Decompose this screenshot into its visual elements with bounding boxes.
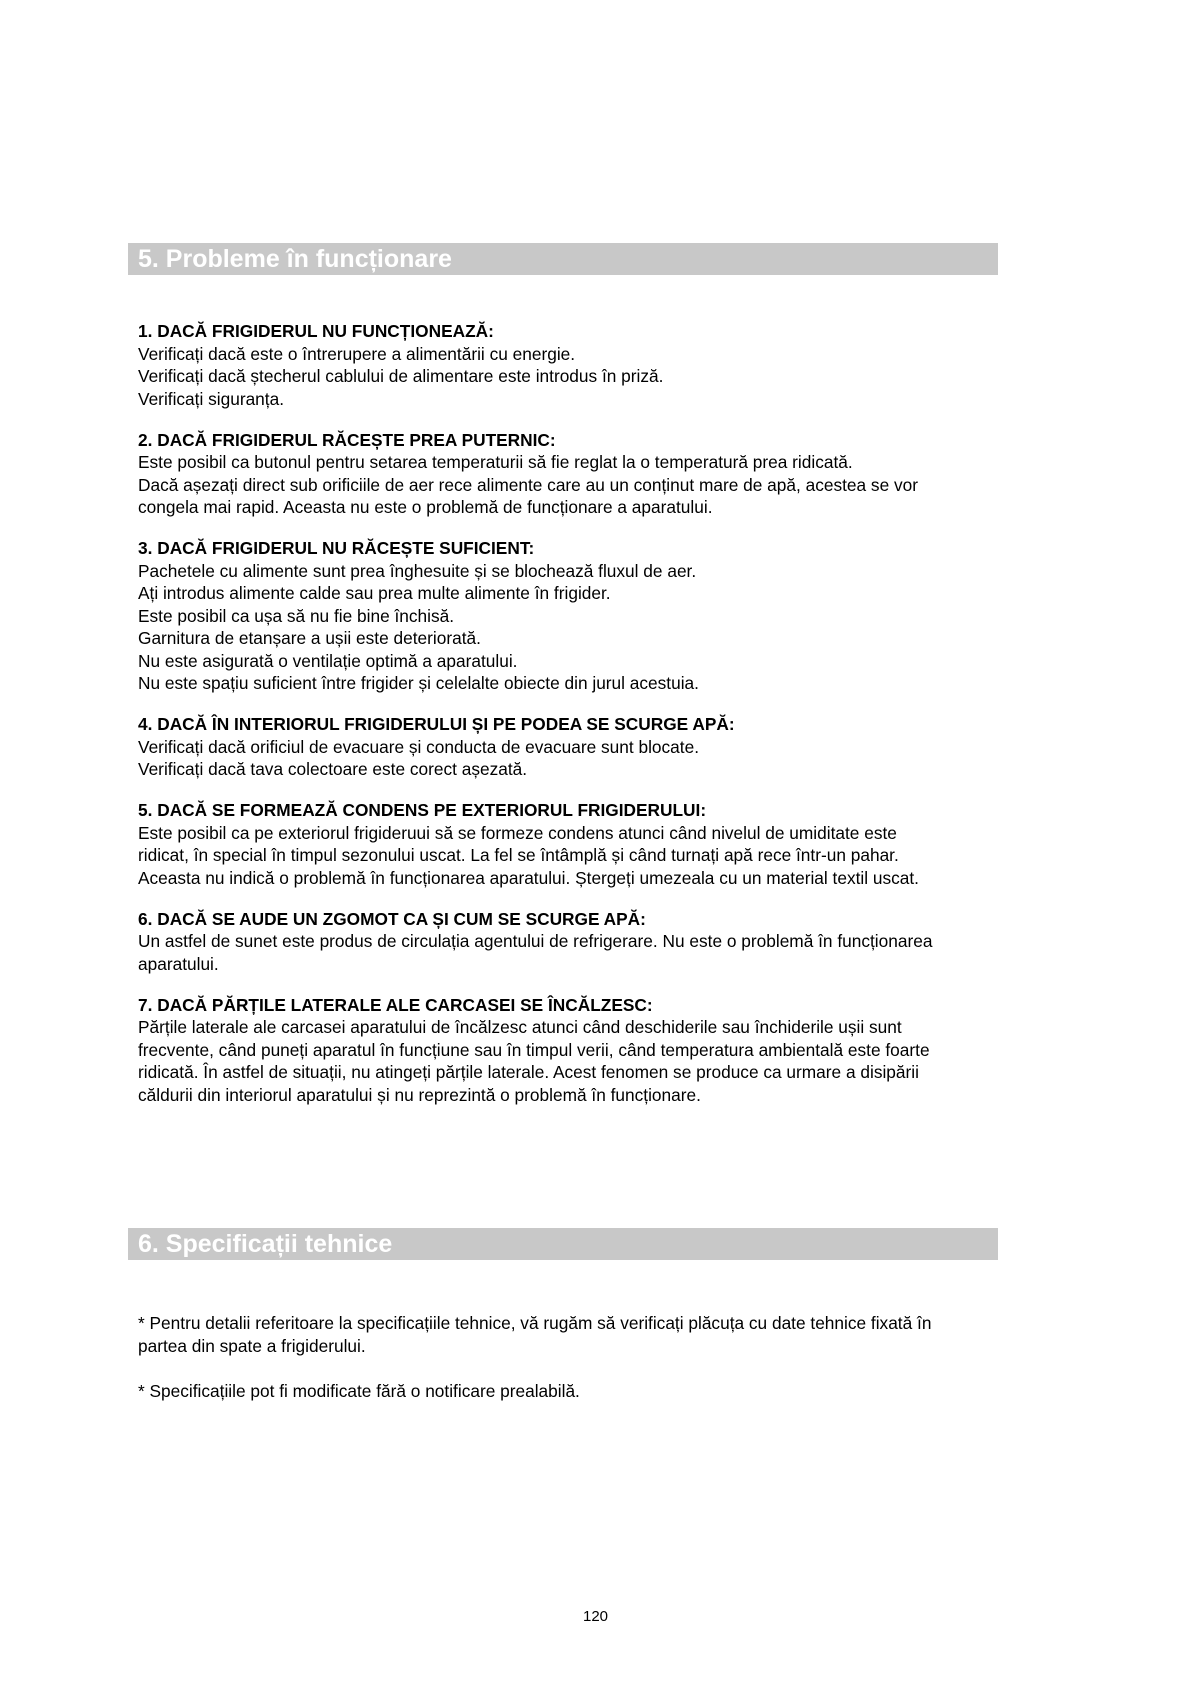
problem-text-line: Verificați dacă orificiul de evacuare și conducta de evacuare sunt blocate. (138, 736, 700, 757)
spec-note-line: * Pentru detalii referitoare la specificațiile tehnice, vă rugăm să verificați plăcuța cu date tehnice fixată în (138, 1313, 932, 1333)
problem-text-line: Verificați dacă tava colectoare este corect așezată. (138, 759, 528, 779)
spec-note-line: partea din spate a frigiderului. (138, 1335, 366, 1356)
section-6-title: 6. Specificații tehnice (138, 1230, 393, 1258)
problem-text-line: ridicat, în special în timpul sezonului uscat. La fel se întâmplă și când turnați apă rece într-un pahar. (138, 845, 899, 865)
problem-text-line: Verificați dacă ștecherul cablului de alimentare este introdus în priză. (138, 366, 664, 386)
problem-text-line: căldurii din interiorul aparatului și nu reprezintă o problemă în funcționare. (138, 1084, 701, 1105)
spec-note (138, 1380, 1058, 1403)
spec-note-line: * Specificațiile pot fi modificate fără o notificare prealabilă. (138, 1380, 580, 1401)
problem-heading: 2. DACĂ FRIGIDERUL RĂCEȘTE PREA PUTERNIC: (138, 429, 556, 450)
problem-text-line: Nu este spațiu suficient între frigider și celelalte obiecte din jurul acestuia. (138, 673, 699, 693)
problem-heading: 6. DACĂ SE AUDE UN ZGOMOT CA ȘI CUM SE SCURGE APĂ: (138, 908, 646, 929)
page-number: 120 (582, 1608, 609, 1625)
section-6-header (128, 1228, 998, 1260)
problem-text-line: Este posibil ca butonul pentru setarea temperaturii să fie reglat la o temperatură prea ridicată. (138, 452, 853, 472)
problem-text-line: Este posibil ca ușa să nu fie bine închisă. (138, 605, 455, 626)
problem-text-line: Un astfel de sunet este produs de circulația agentului de refrigerare. Nu este o problemă în funcționarea (138, 931, 933, 951)
problem-text-line: Este posibil ca pe exteriorul frigideruui să se formeze condens atunci când nivelul de umiditate este (138, 822, 897, 843)
problem-text-line: Pachetele cu alimente sunt prea înghesuite și se blochează fluxul de aer. (138, 560, 697, 581)
problem-text-line: Părțile laterale ale carcasei aparatului de încălzesc atunci când deschiderile sau închiderile ușii sunt (138, 1017, 902, 1037)
problem-text-line: Verificați dacă este o întrerupere a alimentării cu energie. (138, 343, 576, 364)
problem-item (138, 320, 1058, 410)
problem-text-line: aparatului. (138, 953, 219, 974)
problem-item (138, 908, 1058, 976)
problem-heading: 1. DACĂ FRIGIDERUL NU FUNCȚIONEAZĂ: (138, 321, 494, 341)
problem-text-line: Garnitura de etanșare a ușii este deteriorată. (138, 628, 481, 648)
problem-heading: 3. DACĂ FRIGIDERUL NU RĂCEȘTE SUFICIENT: (138, 538, 535, 558)
troubleshooting-list (138, 320, 1058, 1125)
specifications-notes (138, 1312, 1058, 1425)
problem-item (138, 713, 1058, 781)
problem-item (138, 799, 1058, 889)
problem-heading: 5. DACĂ SE FORMEAZĂ CONDENS PE EXTERIORUL FRIGIDERULUI: (138, 800, 707, 820)
problem-text-line: Aceasta nu indică o problemă în funcționarea aparatului. Ștergeți umezeala cu un material textil uscat. (138, 867, 919, 888)
problem-heading: 7. DACĂ PĂRȚILE LATERALE ALE CARCASEI SE ÎNCĂLZESC: (138, 994, 653, 1015)
problem-text-line: frecvente, când puneți aparatul în funcțiune sau în timpul verii, când temperatura ambientală este foarte (138, 1039, 930, 1060)
problem-text-line: congela mai rapid. Aceasta nu este o problemă de funcționare a aparatului. (138, 497, 713, 517)
section-5-title: 5. Probleme în funcționare (138, 245, 452, 273)
section-5-header (128, 243, 998, 275)
problem-item (138, 537, 1058, 695)
problem-item (138, 429, 1058, 519)
problem-item (138, 994, 1058, 1107)
problem-text-line: Verificați siguranța. (138, 388, 285, 409)
problem-text-line: Nu este asigurată o ventilație optimă a aparatului. (138, 650, 518, 671)
spec-note (138, 1312, 1058, 1357)
problem-heading: 4. DACĂ ÎN INTERIORUL FRIGIDERULUI ȘI PE PODEA SE SCURGE APĂ: (138, 714, 735, 734)
problem-text-line: ridicată. În astfel de situații, nu atingeți părțile laterale. Acest fenomen se produce ca urmare a disipării (138, 1062, 919, 1082)
problem-text-line: Dacă așezați direct sub orificiile de aer rece alimente care au un conținut mare de apă, acestea se vor (138, 474, 918, 495)
problem-text-line: Ați introdus alimente calde sau prea multe alimente în frigider. (138, 583, 611, 603)
